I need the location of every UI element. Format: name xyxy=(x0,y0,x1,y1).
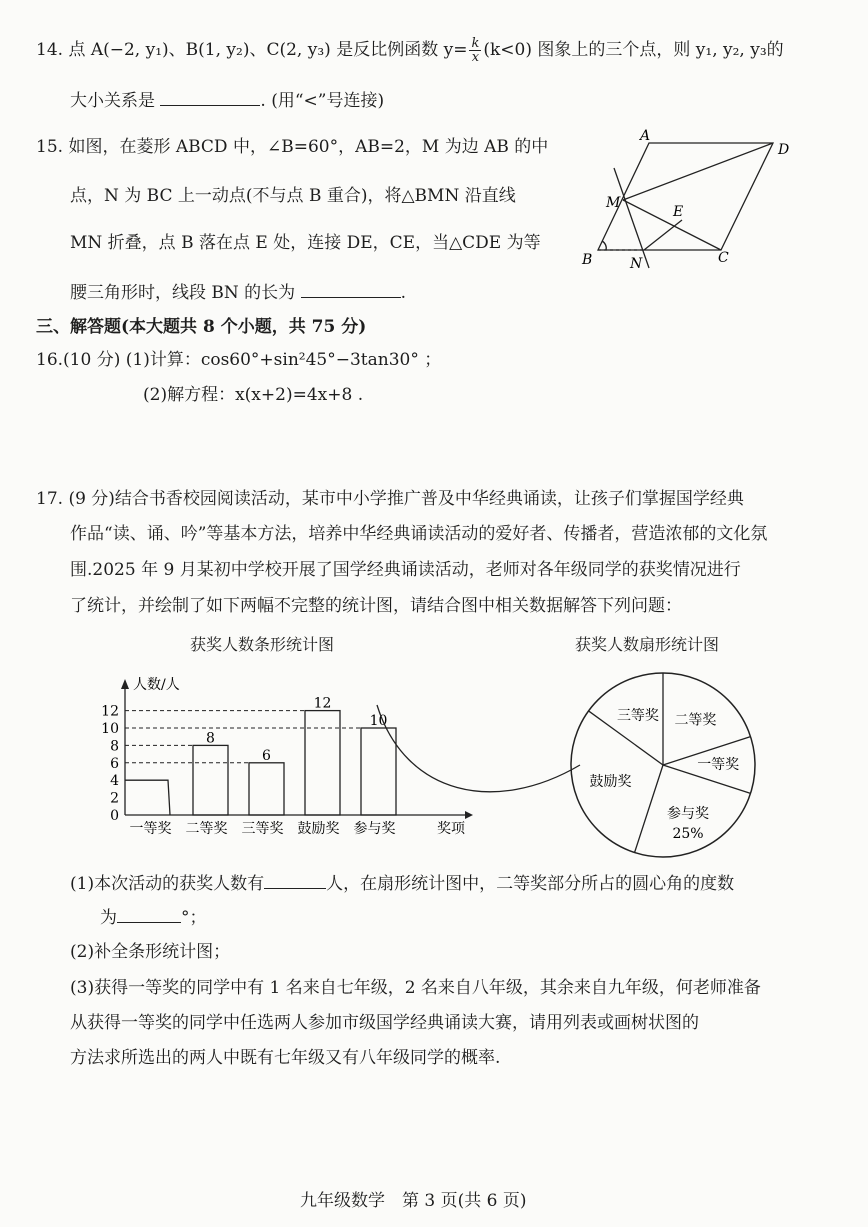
segment-ne xyxy=(644,220,682,250)
q17-line3: 围.2025 年 9 月某初中学校开展了国学经典诵读活动，老师对各年级同学的获奖情况进行 xyxy=(70,560,741,580)
q16-line2: (2)解方程：x(x+2)=4x+8 . xyxy=(143,385,364,405)
y-tick-label: 8 xyxy=(110,738,119,755)
bar xyxy=(249,763,284,815)
angle-b-mark xyxy=(602,241,606,250)
bar-chart xyxy=(101,676,473,837)
y-tick-label: 6 xyxy=(110,755,119,772)
label-c: C xyxy=(718,250,729,266)
y-axis-arrow xyxy=(121,679,129,689)
bar xyxy=(305,711,340,815)
pie-slice-label: 参与奖 xyxy=(667,806,710,823)
label-n: N xyxy=(630,256,643,272)
bar-incomplete xyxy=(125,780,170,815)
x-axis-arrow xyxy=(465,811,473,819)
x-tick-label: 一等奖 xyxy=(129,821,172,837)
label-b: B xyxy=(582,252,593,268)
y-tick-label: 0 xyxy=(110,808,119,824)
q17-sub3-line3: 方法求所选出的两人中既有七年级又有八年级同学的概率. xyxy=(70,1048,501,1068)
statistics-charts xyxy=(95,665,815,865)
q16-line1: 16.(10 分) (1)计算：cos60°+sin²45°−3tan30° ； xyxy=(36,350,442,370)
page-footer: 九年级数学 第 3 页(共 6 页) xyxy=(300,1191,527,1211)
answer-blank[interactable] xyxy=(160,89,260,106)
q17-sub1-line2: 为 °； xyxy=(100,908,207,928)
bar-value-label: 6 xyxy=(262,747,271,764)
label-m: M xyxy=(606,195,621,211)
y-tick-label: 4 xyxy=(110,773,119,790)
bar xyxy=(361,728,396,815)
label-a: A xyxy=(640,128,651,144)
pie-slice-edge xyxy=(635,765,663,852)
label-e: E xyxy=(673,204,684,220)
fraction-k-over-x: $\frac{k}{x}$ xyxy=(471,36,480,65)
y-axis-label: 人数/人 xyxy=(133,677,180,693)
q15-line4: 腰三角形时，线段 BN 的长为 . xyxy=(70,283,406,303)
pie-chart xyxy=(571,673,755,857)
pie-slice-percent: 25% xyxy=(672,826,704,843)
pie-slice-label: 一等奖 xyxy=(697,757,740,773)
answer-blank[interactable] xyxy=(117,906,181,923)
bar-value-label: 12 xyxy=(313,695,332,712)
answer-blank[interactable] xyxy=(264,872,326,889)
x-tick-label: 鼓励奖 xyxy=(297,821,340,837)
q14-line2: 大小关系是 . (用“<”号连接) xyxy=(70,91,385,111)
x-axis-label: 奖项 xyxy=(437,821,465,837)
x-tick-label: 二等奖 xyxy=(185,821,228,837)
fold-line-mn xyxy=(614,168,649,268)
q17-sub3-line2: 从获得一等奖的同学中任选两人参加市级国学经典诵读大赛，请用列表或画树状图的 xyxy=(70,1013,699,1033)
connector-curve xyxy=(377,705,580,792)
rhombus-figure xyxy=(578,128,808,278)
bar-value-label: 8 xyxy=(206,730,215,747)
pie-slice-label: 二等奖 xyxy=(674,712,717,729)
section-3-title: 三、解答题(本大题共 8 个小题，共 75 分) xyxy=(36,317,367,337)
q17-line2: 作品“读、诵、吟”等基本方法，培养中华经典诵读活动的爱好者、传播者，营造浓郁的文化氛 xyxy=(70,524,768,544)
q17-line1: 17. (9 分)结合书香校园阅读活动，某市中小学推广普及中华经典诵读，让孩子们掌握国学经典 xyxy=(36,489,744,509)
segment-mc xyxy=(623,200,721,250)
pie-slice-label: 三等奖 xyxy=(616,707,659,724)
q17-sub2: (2)补全条形统计图； xyxy=(70,942,231,962)
pie-chart-title: 获奖人数扇形统计图 xyxy=(575,635,720,654)
q17-sub1-line1: (1)本次活动的获奖人数有 人，在扇形统计图中，二等奖部分所占的圆心角的度数 xyxy=(70,874,735,894)
x-tick-label: 三等奖 xyxy=(241,821,284,837)
q17-sub3-line1: (3)获得一等奖的同学中有 1 名来自七年级，2 名来自八年级，其余来自九年级，何老师准备 xyxy=(70,978,761,998)
q15-line3: MN 折叠，点 B 落在点 E 处，连接 DE，CE，当△CDE 为等 xyxy=(70,233,541,253)
answer-blank[interactable] xyxy=(301,281,401,298)
pie-slice-label: 鼓励奖 xyxy=(589,774,632,791)
bar-chart-title: 获奖人数条形统计图 xyxy=(190,635,335,654)
x-tick-label: 参与奖 xyxy=(353,821,396,837)
y-tick-label: 2 xyxy=(110,790,119,807)
label-d: D xyxy=(778,142,790,158)
q17-line4: 了统计，并绘制了如下两幅不完整的统计图，请结合图中相关数据解答下列问题： xyxy=(70,596,682,616)
q14-line1: 14. 点 A(−2, y₁)、B(1, y₂)、C(2, y₃) 是反比例函数 y= $\frac{k}{x}$ (k<0) 图象上的三个点，则 y₁, y₂, y₃的 xyxy=(36,36,784,65)
q15-line1: 15. 如图，在菱形 ABCD 中，∠B=60°，AB=2，M 为边 AB 的中 xyxy=(36,137,549,157)
y-tick-label: 10 xyxy=(101,721,119,737)
y-tick-label: 12 xyxy=(101,703,119,720)
q15-line2: 点，N 为 BC 上一动点(不与点 B 重合)，将△BMN 沿直线 xyxy=(70,186,516,206)
bar-value-label: 10 xyxy=(369,713,388,729)
bar xyxy=(193,745,228,815)
